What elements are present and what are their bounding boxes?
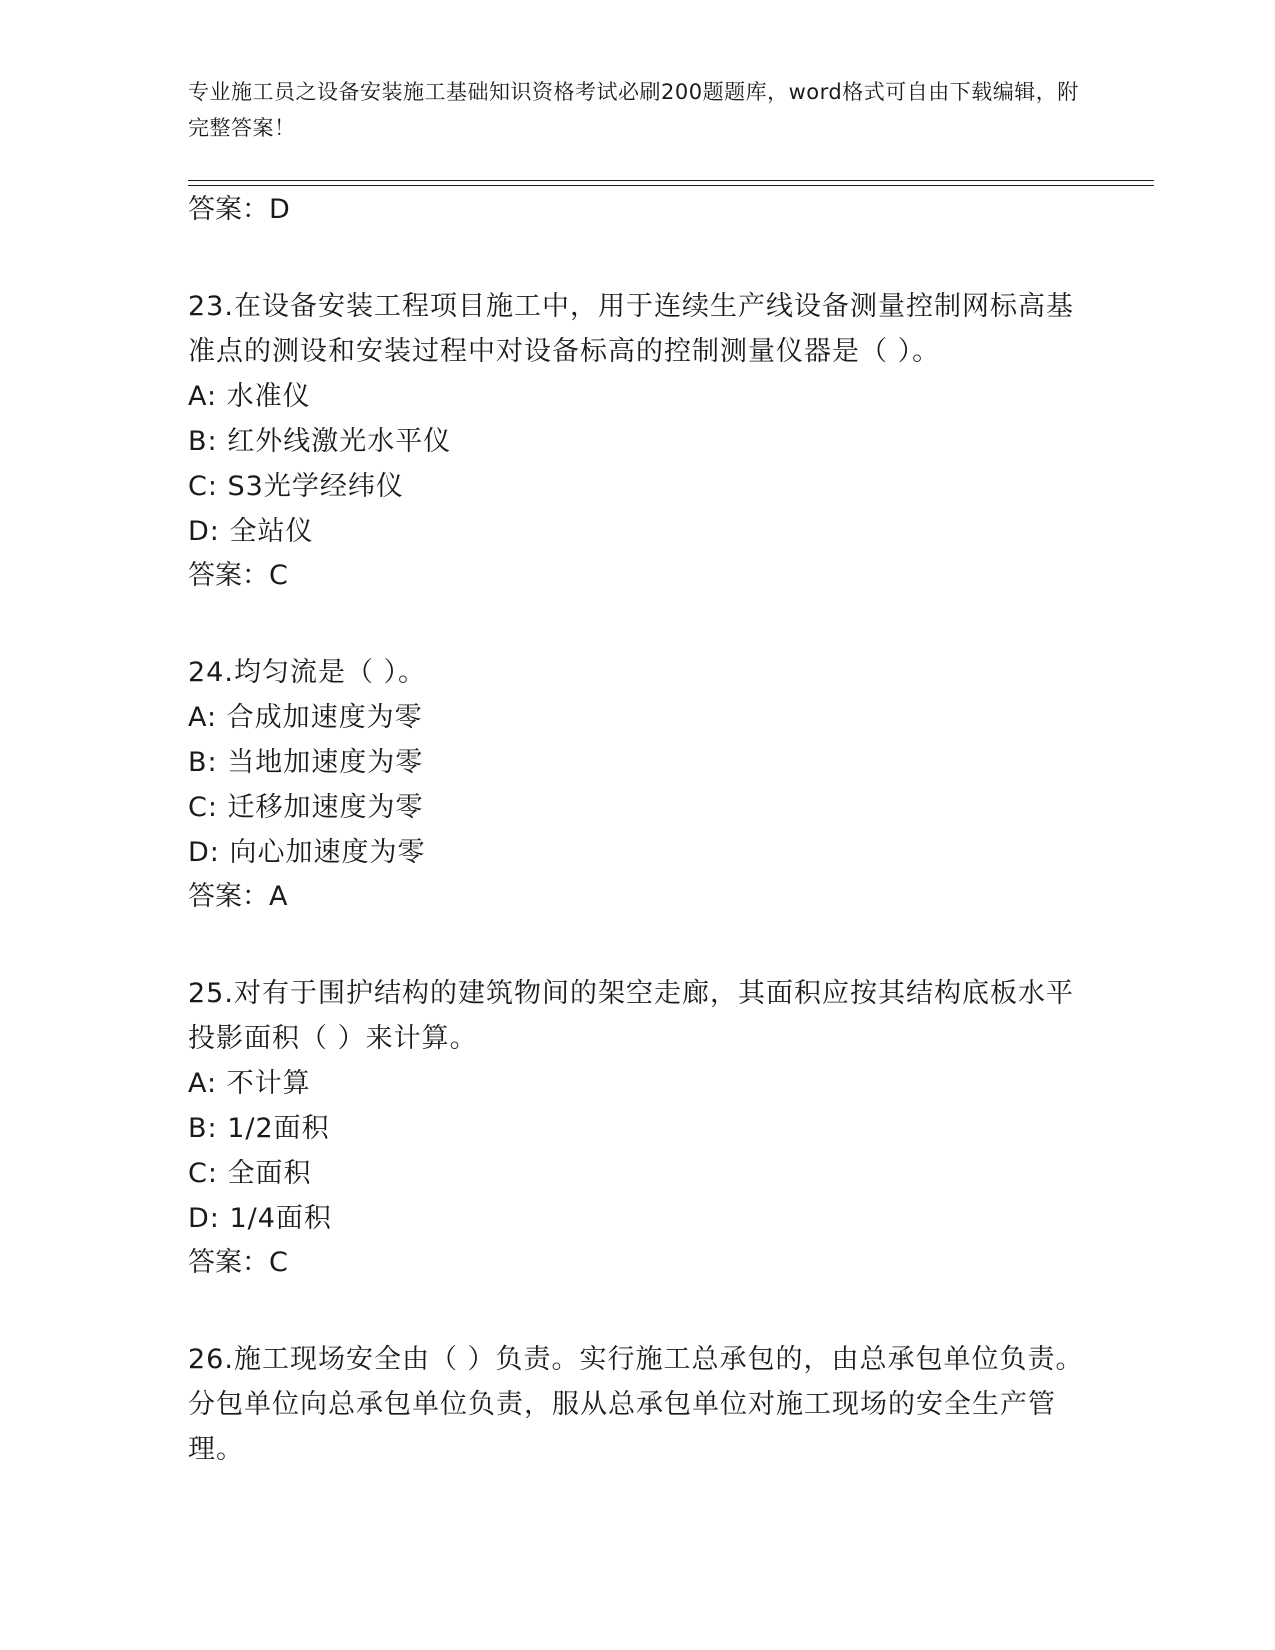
document-header: 专业施工员之设备安装施工基础知识资格考试必刷200题题库，word格式可自由下载编辑，附完整答案！ bbox=[188, 80, 1079, 140]
option-a: A: 不计算 bbox=[188, 1068, 311, 1099]
option-a: A: 水准仪 bbox=[188, 381, 311, 412]
question-25 bbox=[188, 971, 1088, 1285]
question-23 bbox=[188, 284, 1088, 598]
question-stem: 23.在设备安装工程项目施工中，用于连续生产线设备测量控制网标高基准点的测设和安装过程中对设备标高的控制测量仪器是（ ）。 bbox=[188, 291, 1074, 367]
header-divider-top bbox=[188, 180, 1154, 181]
question-stem: 26.施工现场安全由（ ）负责。实行施工总承包的，由总承包单位负责。分包单位向总承包单位负责，服从总承包单位对施工现场的安全生产管理。 bbox=[188, 1344, 1084, 1465]
answer: 答案：C bbox=[188, 1247, 288, 1278]
question-26 bbox=[188, 1337, 1088, 1472]
header-divider-bottom bbox=[188, 185, 1154, 186]
question-stem: 25.对有于围护结构的建筑物间的架空走廊，其面积应按其结构底板水平投影面积（ ）来计算。 bbox=[188, 978, 1074, 1054]
option-c: C: 全面积 bbox=[188, 1158, 312, 1189]
option-d: D: 1/4面积 bbox=[188, 1203, 332, 1234]
answer: 答案：A bbox=[188, 881, 288, 912]
question-stem: 24.均匀流是（ ）。 bbox=[188, 657, 427, 688]
option-d: D: 向心加速度为零 bbox=[188, 837, 426, 868]
option-b: B: 1/2面积 bbox=[188, 1113, 330, 1144]
option-b: B: 当地加速度为零 bbox=[188, 747, 424, 778]
option-d: D: 全站仪 bbox=[188, 516, 314, 547]
option-c: C: S3光学经纬仪 bbox=[188, 471, 404, 502]
answer-prev: 答案：D bbox=[188, 194, 290, 225]
question-list bbox=[188, 188, 1088, 1472]
option-c: C: 迁移加速度为零 bbox=[188, 792, 424, 823]
answer: 答案：C bbox=[188, 560, 288, 591]
question-24 bbox=[188, 650, 1088, 919]
option-a: A: 合成加速度为零 bbox=[188, 702, 423, 733]
option-b: B: 红外线激光水平仪 bbox=[188, 426, 452, 457]
